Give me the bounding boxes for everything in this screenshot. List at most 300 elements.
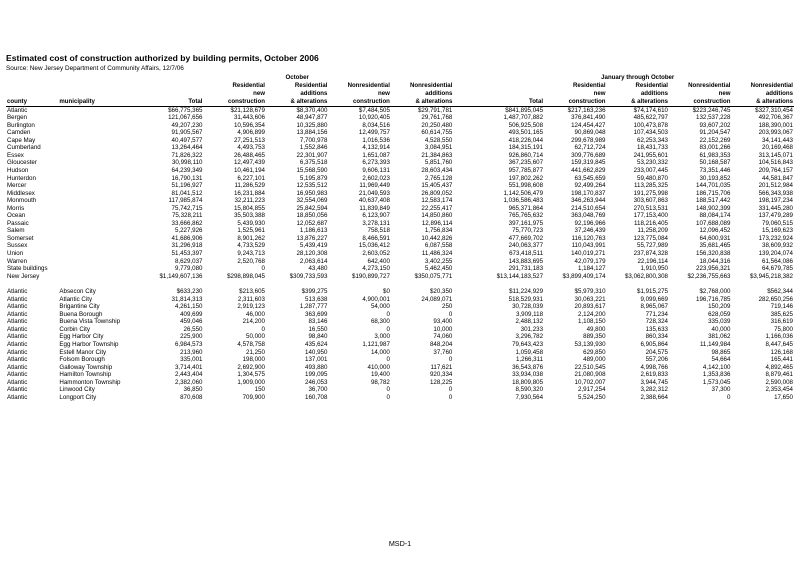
table-cell: 22,255,417: [421, 204, 453, 212]
table-cell: 1,016,536: [362, 136, 390, 144]
table-cell: Atlantic: [7, 356, 28, 364]
table-cell: Absecon City: [59, 288, 96, 296]
county-row: [6, 129, 794, 137]
municipality-row: [6, 341, 794, 349]
table-cell: 385,625: [770, 310, 793, 318]
table-cell: 2,488,132: [515, 318, 544, 326]
source-note: Source: New Jersey Department of Community Affairs, 12/7/06: [6, 65, 184, 72]
table-cell: Atlantic City: [59, 295, 93, 303]
table-cell: $0: [383, 288, 390, 296]
municipality-row: [6, 303, 794, 311]
table-cell: 18,809,805: [512, 378, 544, 386]
table-cell: 1,108,150: [577, 318, 606, 326]
table-cell: 11,839,849: [359, 204, 390, 212]
table-cell: 566,343,938: [758, 189, 793, 197]
table-cell: 313,145,071: [758, 151, 793, 159]
report-title: Estimated cost of construction authorized by building permits, October 2006: [6, 53, 319, 63]
table-cell: 22,301,907: [296, 151, 328, 159]
table-cell: 22,196,114: [637, 257, 668, 265]
col-res-new-line2: new: [253, 89, 265, 97]
table-cell: 199,095: [305, 371, 328, 379]
table-cell: $190,899,727: [352, 272, 390, 280]
table-cell: 40,637,408: [358, 197, 390, 205]
table-cell: 8,447,645: [765, 341, 793, 349]
table-cell: 12,535,512: [296, 182, 328, 190]
table-cell: Atlantic: [7, 295, 28, 303]
table-cell: $8,370,400: [296, 106, 328, 114]
county-row: [6, 235, 794, 243]
table-cell: 381,062: [708, 333, 731, 341]
table-cell: 12,896,114: [421, 219, 453, 227]
table-cell: Sussex: [7, 242, 28, 250]
table-cell: $66,775,365: [168, 106, 203, 114]
col-nonres-new-line3: construction: [328, 98, 390, 106]
table-cell: 49,207,230: [171, 121, 203, 129]
table-cell: 93,607,202: [699, 121, 731, 129]
table-cell: 1,909,000: [237, 378, 265, 386]
table-cell: 46,000: [246, 310, 265, 318]
table-cell: 24,089,071: [421, 295, 453, 303]
col-municipality: municipality: [58, 98, 139, 106]
table-cell: 144,701,035: [696, 182, 731, 190]
table-cell: 889,350: [583, 333, 606, 341]
table-cell: $29,791,781: [417, 106, 453, 114]
col-ytd-nonres-new-line3: construction: [669, 98, 731, 106]
table-cell: 44,581,847: [762, 174, 793, 182]
table-cell: 4,273,150: [362, 265, 390, 273]
table-cell: 1,121,987: [362, 341, 390, 349]
table-cell: 7,930,564: [515, 393, 544, 401]
table-cell: 6,984,573: [174, 341, 203, 349]
empty-cell: [58, 220, 139, 228]
table-cell: Atlantic: [7, 325, 28, 333]
table-cell: Galloway Township: [59, 363, 113, 371]
table-cell: Buena Vista Township: [59, 318, 121, 326]
col-res-new-line1: Residential: [232, 81, 265, 89]
table-cell: 15,405,437: [421, 182, 453, 190]
table-cell: 41,686,906: [171, 234, 203, 242]
table-cell: 728,324: [645, 318, 668, 326]
table-cell: 4,528,550: [424, 136, 453, 144]
table-cell: 73,351,446: [699, 167, 731, 174]
table-cell: 140,950: [305, 348, 328, 356]
table-cell: 5,439,930: [237, 219, 265, 227]
table-cell: 53,139,930: [574, 341, 606, 349]
table-cell: 12,497,439: [233, 159, 265, 167]
table-cell: 196,716,785: [696, 295, 731, 303]
table-cell: 9,099,669: [640, 295, 668, 303]
table-cell: 36,700: [308, 386, 328, 394]
municipality-row: [6, 371, 794, 379]
table-cell: 13,884,156: [296, 129, 328, 137]
table-cell: 62,712,724: [574, 144, 606, 152]
table-cell: $633,230: [176, 288, 203, 296]
table-cell: 198,170,837: [571, 189, 606, 197]
table-cell: 118,216,405: [634, 219, 668, 227]
table-cell: 1,487,707,882: [503, 114, 544, 122]
col-nonres-new-line2: new: [378, 89, 390, 97]
empty-cell: [58, 205, 139, 213]
table-cell: 12,499,757: [358, 129, 390, 137]
table-cell: 1,059,458: [515, 348, 544, 356]
empty-cell: [58, 258, 139, 266]
table-cell: 0: [448, 310, 453, 318]
table-cell: Burlington: [7, 121, 35, 129]
table-cell: 1,266,311: [515, 356, 544, 364]
table-cell: $327,310,454: [755, 106, 793, 114]
table-cell: 137,479,289: [758, 212, 793, 220]
table-cell: 13,876,227: [296, 234, 328, 242]
table-cell: 9,779,080: [174, 265, 203, 273]
table-cell: 22,510,545: [574, 363, 606, 371]
table-cell: 74,060: [433, 333, 453, 341]
empty-cell: [58, 137, 139, 145]
table-cell: 489,000: [583, 356, 606, 364]
table-cell: 493,880: [305, 363, 328, 371]
table-cell: 0: [386, 356, 390, 364]
table-cell: 21,384,863: [421, 151, 453, 159]
table-cell: 1,186,613: [299, 227, 328, 235]
table-cell: 16,550: [308, 325, 328, 333]
table-cell: 771,234: [645, 310, 668, 318]
empty-cell: [58, 144, 139, 152]
table-cell: 2,603,052: [362, 250, 390, 258]
table-cell: 93,400: [433, 318, 453, 326]
table-cell: 8,590,320: [515, 386, 544, 394]
table-cell: 27,251,513: [233, 136, 265, 144]
table-cell: 241,955,601: [633, 151, 668, 159]
table-cell: 4,142,100: [702, 363, 731, 371]
empty-cell: [58, 182, 139, 190]
county-row: [6, 175, 794, 183]
table-cell: 3,402,255: [424, 257, 453, 265]
table-cell: 628,059: [708, 310, 731, 318]
table-cell: 98,865: [711, 348, 731, 356]
table-cell: 2,765,128: [424, 174, 453, 182]
table-cell: 10,442,826: [421, 234, 453, 242]
table-cell: 11,286,529: [234, 182, 265, 190]
table-cell: 629,850: [583, 348, 606, 356]
table-cell: $298,898,045: [227, 272, 265, 280]
table-cell: Folsom Borough: [59, 356, 105, 364]
table-cell: $217,163,236: [567, 106, 606, 114]
table-cell: 16,231,884: [233, 189, 265, 197]
table-cell: 34,141,443: [762, 136, 793, 144]
table-cell: 31,296,918: [171, 242, 203, 250]
table-cell: $11,224,929: [509, 288, 544, 296]
table-cell: 28,120,308: [296, 250, 328, 258]
table-cell: 29,761,768: [421, 114, 453, 122]
table-cell: 758,518: [367, 227, 390, 235]
table-cell: 485,622,797: [633, 114, 668, 122]
table-cell: Middlesex: [7, 189, 35, 197]
municipality-row: [6, 349, 794, 357]
table-cell: 64,239,349: [171, 167, 203, 174]
table-cell: 10,000: [433, 325, 453, 333]
table-cell: $841,895,045: [505, 106, 544, 114]
table-cell: 8,466,591: [362, 234, 390, 242]
table-cell: 25,842,594: [296, 204, 328, 212]
table-cell: 35,681,465: [699, 242, 731, 250]
col-nonres-add-line2: additions: [425, 89, 453, 97]
table-cell: 36,543,876: [512, 363, 544, 371]
table-cell: Atlantic: [7, 348, 28, 356]
table-cell: 165,441: [770, 356, 793, 364]
col-res-add-line1: Residential: [294, 81, 328, 89]
table-cell: 15,804,855: [233, 204, 265, 212]
table-cell: 15,169,623: [762, 227, 793, 235]
table-cell: 36,850: [183, 386, 203, 394]
table-cell: 270,513,531: [633, 204, 668, 212]
table-cell: 11,486,324: [421, 250, 453, 258]
table-cell: $309,733,593: [289, 272, 328, 280]
table-cell: 2,063,614: [299, 257, 328, 265]
table-cell: 9,243,713: [237, 250, 265, 258]
table-cell: 20,169,468: [762, 144, 793, 152]
table-cell: 492,706,367: [758, 114, 793, 122]
table-cell: 18,431,733: [637, 144, 668, 152]
table-cell: 1,353,836: [702, 371, 731, 379]
municipality-row: [6, 333, 794, 341]
col-ytd-res-new-line3: construction: [544, 98, 606, 106]
table-cell: $20,350: [429, 288, 453, 296]
table-cell: 5,227,926: [174, 227, 203, 235]
empty-cell: [58, 129, 139, 137]
col-ytd-nonres-new-line1: Nonresidential: [688, 81, 731, 89]
table-cell: 107,688,089: [696, 219, 731, 227]
col-ytd-total: Total: [453, 98, 544, 106]
table-cell: 214,200: [242, 318, 265, 326]
table-cell: 20,250,480: [421, 121, 453, 129]
table-cell: 10,920,405: [358, 114, 390, 122]
table-cell: $213,605: [239, 288, 265, 296]
table-cell: 59,480,870: [637, 174, 668, 182]
table-cell: State buildings: [7, 265, 48, 273]
col-res-add-line2: additions: [300, 89, 328, 97]
table-cell: 367,235,607: [508, 159, 544, 167]
table-cell: 123,775,084: [633, 234, 668, 242]
table-cell: 191,275,998: [633, 189, 668, 197]
table-cell: 410,000: [367, 363, 390, 371]
municipality-row: [6, 386, 794, 394]
table-cell: 957,785,877: [508, 167, 544, 174]
table-cell: 233,007,445: [633, 167, 668, 174]
empty-cell: [58, 273, 139, 281]
table-cell: 63,545,659: [574, 174, 606, 182]
municipality-row: [6, 394, 794, 402]
table-cell: 4,132,914: [362, 144, 390, 152]
table-cell: 303,607,863: [633, 197, 668, 205]
table-cell: 2,919,123: [237, 303, 265, 311]
col-res-add-line3: & alterations: [266, 98, 328, 106]
group-header-ytd: January through October: [601, 74, 675, 81]
table-cell: $3,062,800,308: [624, 272, 668, 280]
table-cell: 3,000: [374, 333, 390, 341]
table-cell: 1,552,846: [299, 144, 328, 152]
table-cell: 204,575: [645, 348, 668, 356]
table-cell: 642,400: [367, 257, 390, 265]
table-cell: 21,250: [246, 348, 265, 356]
table-cell: 6,087,558: [424, 242, 453, 250]
table-cell: Hunterdon: [7, 174, 36, 182]
table-cell: Brigantine City: [59, 303, 100, 311]
table-cell: 62,253,343: [637, 136, 668, 144]
table-cell: 92,499,264: [574, 182, 606, 190]
table-cell: 3,278,131: [362, 219, 390, 227]
table-cell: Atlantic: [7, 288, 28, 296]
table-cell: 4,733,529: [237, 242, 265, 250]
table-cell: 8,629,037: [174, 257, 203, 265]
table-cell: 2,311,603: [237, 295, 265, 303]
table-cell: 91,204,547: [699, 129, 731, 137]
table-cell: 2,619,833: [640, 371, 668, 379]
table-cell: 0: [386, 386, 390, 394]
col-ytd-res-new-line1: Residential: [573, 81, 606, 89]
table-cell: $2,236,755,663: [687, 272, 731, 280]
county-row: [6, 205, 794, 213]
table-cell: 225,900: [180, 333, 203, 341]
county-row: [6, 265, 794, 273]
table-cell: Hamilton Township: [59, 371, 112, 379]
county-row: [6, 212, 794, 220]
table-cell: 5,524,250: [577, 393, 606, 401]
table-cell: 3,944,745: [640, 378, 668, 386]
table-cell: $399,275: [301, 288, 328, 296]
table-cell: Buena Borough: [59, 310, 103, 318]
col-nonres-new-line1: Nonresidential: [347, 81, 390, 89]
table-cell: 173,232,924: [758, 234, 793, 242]
table-cell: Essex: [7, 151, 24, 159]
table-cell: 4,261,150: [174, 303, 203, 311]
empty-cell: [58, 106, 139, 114]
table-cell: 6,227,101: [237, 174, 265, 182]
county-rows: [6, 106, 794, 280]
table-cell: 143,883,695: [508, 257, 544, 265]
table-cell: $2,768,000: [699, 288, 731, 296]
table-cell: 0: [448, 393, 453, 401]
table-cell: Atlantic: [7, 386, 28, 394]
table-cell: Egg Harbor Township: [59, 341, 119, 349]
table-cell: 920,334: [429, 371, 453, 379]
table-cell: 90,869,048: [574, 129, 606, 137]
table-cell: 965,371,864: [508, 204, 544, 212]
table-cell: 61,564,086: [762, 257, 793, 265]
table-cell: 1,184,127: [577, 265, 606, 273]
table-cell: 64,600,931: [699, 234, 731, 242]
table-cell: 9,606,131: [362, 167, 390, 174]
table-cell: 15,568,590: [296, 167, 328, 174]
table-cell: 98,782: [370, 378, 390, 386]
table-cell: Cumberland: [7, 144, 41, 152]
table-cell: Somerset: [7, 234, 34, 242]
table-cell: 30,728,039: [512, 303, 544, 311]
table-cell: $7,484,505: [358, 106, 390, 114]
table-cell: 246,053: [305, 378, 328, 386]
table-cell: 139,204,074: [758, 250, 793, 258]
table-cell: Camden: [7, 129, 31, 137]
county-row: [6, 152, 794, 160]
empty-cell: [58, 167, 139, 175]
table-cell: 113,285,325: [634, 182, 668, 190]
table-cell: 493,501,165: [508, 129, 544, 137]
table-cell: Atlantic: [7, 106, 28, 114]
table-cell: 4,906,899: [237, 129, 265, 137]
table-cell: 8,965,067: [640, 303, 668, 311]
table-cell: 116,120,763: [571, 234, 606, 242]
table-cell: Atlantic: [7, 303, 28, 311]
table-cell: Atlantic: [7, 378, 28, 386]
table-cell: $13,144,183,527: [496, 272, 544, 280]
municipality-row: [6, 364, 794, 372]
table-cell: 848,204: [429, 341, 453, 349]
table-cell: 8,879,461: [765, 371, 793, 379]
table-cell: 1,910,950: [640, 265, 668, 273]
municipality-row: [6, 296, 794, 304]
table-cell: 299,678,989: [571, 136, 606, 144]
table-cell: 213,960: [180, 348, 203, 356]
table-cell: 16,950,983: [296, 189, 328, 197]
table-cell: 4,998,766: [640, 363, 668, 371]
table-cell: 160,708: [305, 393, 328, 401]
empty-cell: [58, 159, 139, 167]
table-cell: 1,142,506,479: [503, 189, 544, 197]
table-cell: 140,019,271: [571, 250, 606, 258]
municipality-rows: [6, 288, 794, 401]
table-cell: 37,246,439: [574, 227, 606, 235]
table-cell: 54,000: [370, 303, 390, 311]
table-cell: 441,662,829: [571, 167, 606, 174]
table-cell: 75,800: [774, 325, 793, 333]
table-cell: 21,080,908: [574, 371, 606, 379]
table-cell: 35,503,388: [233, 212, 265, 220]
table-cell: 50,000: [246, 333, 265, 341]
table-cell: 282,650,256: [758, 295, 793, 303]
table-cell: 53,230,332: [637, 159, 668, 167]
table-cell: Monmouth: [7, 197, 37, 205]
municipality-row: [6, 326, 794, 334]
table-cell: 110,043,991: [571, 242, 606, 250]
table-cell: Atlantic: [7, 318, 28, 326]
table-cell: 10,325,880: [296, 121, 328, 129]
table-cell: 1,166,036: [765, 333, 793, 341]
table-cell: 37,300: [711, 386, 731, 394]
table-cell: 26,550: [183, 325, 203, 333]
table-cell: 33,666,862: [171, 219, 203, 227]
table-cell: 1,573,045: [702, 378, 731, 386]
table-cell: 33,934,038: [512, 371, 544, 379]
table-cell: $5,979,310: [574, 288, 606, 296]
table-cell: 75,328,211: [171, 212, 203, 220]
table-cell: 3,909,118: [515, 310, 544, 318]
table-cell: 0: [261, 265, 265, 273]
table-cell: 870,608: [180, 393, 203, 401]
table-cell: Hudson: [7, 167, 29, 174]
municipality-row: [6, 288, 794, 296]
table-cell: 4,578,758: [237, 341, 265, 349]
table-cell: 31,443,606: [233, 114, 265, 122]
table-cell: 75,770,723: [512, 227, 544, 235]
table-cell: 156,320,838: [696, 250, 731, 258]
table-cell: 6,375,518: [299, 159, 328, 167]
table-cell: 418,226,044: [508, 136, 544, 144]
table-cell: 54,664: [711, 356, 731, 364]
table-cell: 83,146: [308, 318, 328, 326]
table-cell: Bergen: [7, 114, 27, 122]
table-cell: 513,638: [305, 295, 328, 303]
table-cell: 132,537,228: [696, 114, 731, 122]
table-cell: 1,287,777: [299, 303, 328, 311]
col-nonres-add-line1: Nonresidential: [410, 81, 453, 89]
